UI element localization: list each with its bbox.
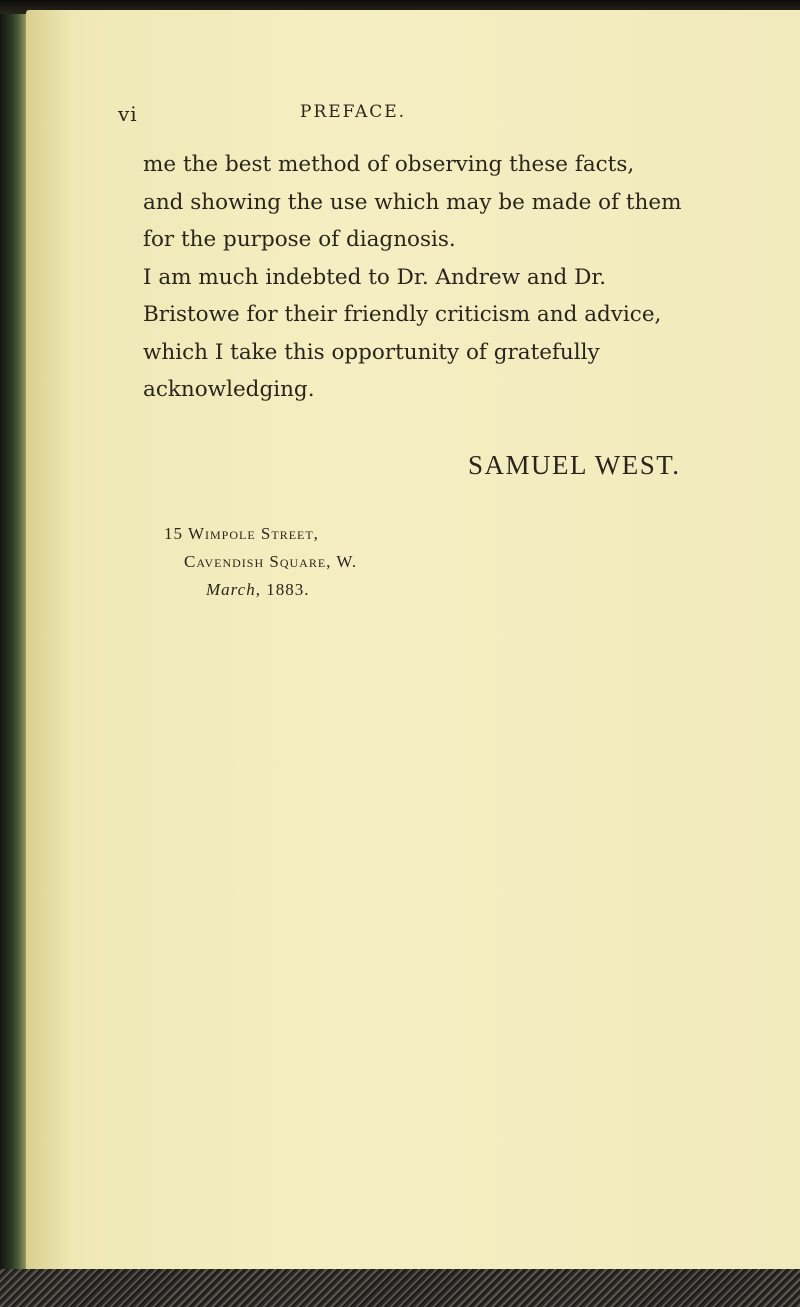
running-head: PREFACE. — [300, 102, 407, 122]
page-number: vi — [118, 102, 138, 126]
text-line: I am much indebted to Dr. Andrew and Dr. — [143, 264, 607, 290]
text-line: and showing the use which may be made of them — [143, 189, 682, 215]
text-line: which I take this opportunity of gratefully — [143, 339, 600, 365]
text-line: me the best method of observing these facts, — [143, 152, 635, 177]
author-signature: SAMUEL WEST. — [468, 450, 681, 480]
book-page — [26, 10, 800, 1272]
author-address — [164, 520, 357, 604]
text-line: acknowledging. — [143, 377, 315, 402]
page-header — [26, 102, 800, 132]
preface-text — [143, 146, 743, 409]
text-line: Bristowe for their friendly criticism and advice, — [143, 302, 662, 327]
address-street: 15 Wimpole Street, — [164, 524, 319, 543]
date-month: March — [206, 580, 256, 599]
date-year: , 1883. — [255, 580, 310, 599]
book-bottom-edge — [0, 1269, 800, 1307]
text-line: for the purpose of diagnosis. — [143, 227, 456, 252]
address-date — [164, 576, 357, 604]
address-square: Cavendish Square, W. — [184, 552, 358, 571]
